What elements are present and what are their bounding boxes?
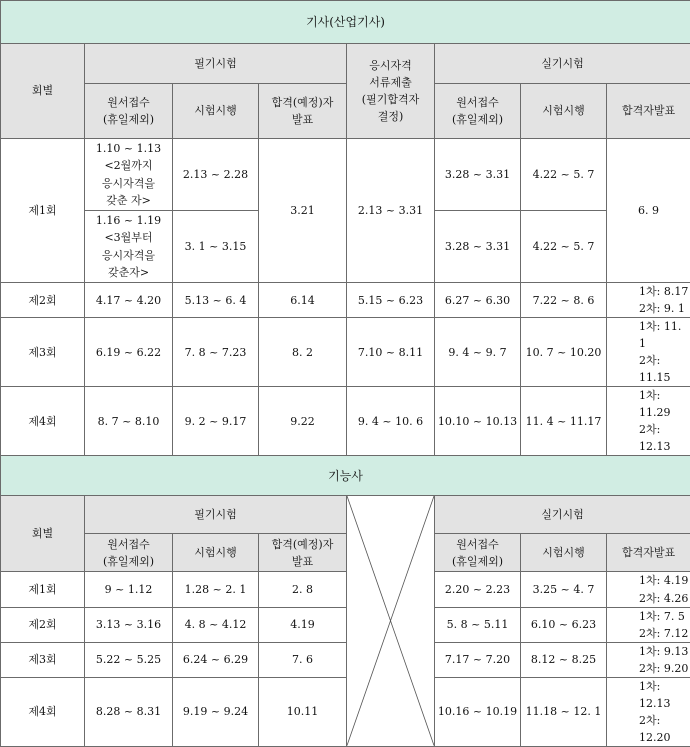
document-submission: 5.15 ~ 6.23 xyxy=(347,283,435,318)
header-practical-exam-date: 시험시행 xyxy=(521,84,607,139)
written-apply: 1.10 ~ 1.13 <2월까지 응시자격을 갖춘 자> xyxy=(85,139,173,211)
written-apply: 9 ~ 1.12 xyxy=(85,572,173,607)
practical-apply: 10.10 ~ 10.13 xyxy=(435,387,521,456)
header-round: 회별 xyxy=(1,496,85,572)
engineer-section-title: 기사(산업기사) xyxy=(1,1,690,44)
header-written-exam: 필기시험 xyxy=(85,496,347,534)
written-pass: 9.22 xyxy=(259,387,347,456)
header-practical-apply: 원서접수 (휴일제외) xyxy=(435,84,521,139)
round-label: 제3회 xyxy=(1,642,85,677)
practical-exam: 4.22 ~ 5. 7 xyxy=(521,211,607,283)
table-row xyxy=(1,677,690,746)
written-exam: 7. 8 ~ 7.23 xyxy=(173,318,259,387)
round-label: 제3회 xyxy=(1,318,85,387)
table-row xyxy=(1,387,690,456)
practical-exam: 6.10 ~ 6.23 xyxy=(521,607,607,642)
practical-pass: 1차: 9.13 2차: 9.20 xyxy=(607,642,690,677)
cross-mark-icon xyxy=(347,496,434,745)
written-pass: 6.14 xyxy=(259,283,347,318)
table-row xyxy=(1,642,690,677)
practical-pass: 6. 9 xyxy=(607,139,690,283)
practical-exam: 7.22 ~ 8. 6 xyxy=(521,283,607,318)
craftsman-section-title: 기능사 xyxy=(1,456,690,496)
practical-pass: 1차: 7. 5 2차: 7.12 xyxy=(607,607,690,642)
not-applicable-crossed-cell xyxy=(347,496,435,746)
header-written-apply: 원서접수 (휴일제외) xyxy=(85,534,173,572)
practical-apply: 6.27 ~ 6.30 xyxy=(435,283,521,318)
practical-apply: 10.16 ~ 10.19 xyxy=(435,677,521,746)
practical-apply: 2.20 ~ 2.23 xyxy=(435,572,521,607)
practical-apply: 9. 4 ~ 9. 7 xyxy=(435,318,521,387)
table-row xyxy=(1,139,690,211)
written-apply: 4.17 ~ 4.20 xyxy=(85,283,173,318)
round-label: 제1회 xyxy=(1,139,85,283)
round-label: 제2회 xyxy=(1,607,85,642)
practical-apply: 5. 8 ~ 5.11 xyxy=(435,607,521,642)
written-apply: 1.16 ~ 1.19 <3월부터 응시자격을 갖춘자> xyxy=(85,211,173,283)
practical-pass: 1차: 12.13 2차: 12.20 xyxy=(607,677,690,746)
header-written-exam-date: 시험시행 xyxy=(173,84,259,139)
written-exam: 9. 2 ~ 9.17 xyxy=(173,387,259,456)
written-pass: 4.19 xyxy=(259,607,347,642)
header-round: 회별 xyxy=(1,44,85,139)
written-exam: 3. 1 ~ 3.15 xyxy=(173,211,259,283)
table-row xyxy=(1,283,690,318)
header-practical-pass: 합격자발표 xyxy=(607,84,690,139)
written-apply: 6.19 ~ 6.22 xyxy=(85,318,173,387)
header-practical-pass: 합격자발표 xyxy=(607,534,690,572)
header-document-submission: 응시자격 서류제출 (필기합격자 결정) xyxy=(347,44,435,139)
practical-pass: 1차: 4.19 2차: 4.26 xyxy=(607,572,690,607)
practical-exam: 4.22 ~ 5. 7 xyxy=(521,139,607,211)
written-exam: 2.13 ~ 2.28 xyxy=(173,139,259,211)
written-exam: 6.24 ~ 6.29 xyxy=(173,642,259,677)
practical-exam: 11. 4 ~ 11.17 xyxy=(521,387,607,456)
practical-exam: 11.18 ~ 12. 1 xyxy=(521,677,607,746)
written-pass: 8. 2 xyxy=(259,318,347,387)
written-exam: 1.28 ~ 2. 1 xyxy=(173,572,259,607)
written-apply: 5.22 ~ 5.25 xyxy=(85,642,173,677)
practical-exam: 3.25 ~ 4. 7 xyxy=(521,572,607,607)
table-row xyxy=(1,318,690,387)
practical-exam: 10. 7 ~ 10.20 xyxy=(521,318,607,387)
document-submission: 7.10 ~ 8.11 xyxy=(347,318,435,387)
table-row xyxy=(1,572,690,607)
header-practical-exam: 실기시험 xyxy=(435,496,690,534)
written-exam: 9.19 ~ 9.24 xyxy=(173,677,259,746)
practical-pass: 1차: 8.17 2차: 9. 1 xyxy=(607,283,690,318)
header-written-exam-date: 시험시행 xyxy=(173,534,259,572)
round-label: 제2회 xyxy=(1,283,85,318)
practical-pass: 1차: 11. 1 2차: 11.15 xyxy=(607,318,690,387)
practical-apply: 3.28 ~ 3.31 xyxy=(435,139,521,211)
written-apply: 8.28 ~ 8.31 xyxy=(85,677,173,746)
written-pass: 2. 8 xyxy=(259,572,347,607)
header-written-pass: 합격(예정)자 발표 xyxy=(259,534,347,572)
written-pass: 10.11 xyxy=(259,677,347,746)
written-apply: 3.13 ~ 3.16 xyxy=(85,607,173,642)
header-practical-apply: 원서접수 (휴일제외) xyxy=(435,534,521,572)
practical-pass: 1차: 11.29 2차: 12.13 xyxy=(607,387,690,456)
document-submission: 9. 4 ~ 10. 6 xyxy=(347,387,435,456)
round-label: 제4회 xyxy=(1,677,85,746)
written-pass: 7. 6 xyxy=(259,642,347,677)
header-written-apply: 원서접수 (휴일제외) xyxy=(85,84,173,139)
header-practical-exam-date: 시험시행 xyxy=(521,534,607,572)
written-exam: 4. 8 ~ 4.12 xyxy=(173,607,259,642)
practical-exam: 8.12 ~ 8.25 xyxy=(521,642,607,677)
written-exam: 5.13 ~ 6. 4 xyxy=(173,283,259,318)
practical-apply: 7.17 ~ 7.20 xyxy=(435,642,521,677)
written-pass: 3.21 xyxy=(259,139,347,283)
header-practical-exam: 실기시험 xyxy=(435,44,690,84)
written-apply: 8. 7 ~ 8.10 xyxy=(85,387,173,456)
round-label: 제4회 xyxy=(1,387,85,456)
header-written-pass: 합격(예정)자 발표 xyxy=(259,84,347,139)
round-label: 제1회 xyxy=(1,572,85,607)
document-submission: 2.13 ~ 3.31 xyxy=(347,139,435,283)
header-written-exam: 필기시험 xyxy=(85,44,347,84)
practical-apply: 3.28 ~ 3.31 xyxy=(435,211,521,283)
table-row xyxy=(1,607,690,642)
